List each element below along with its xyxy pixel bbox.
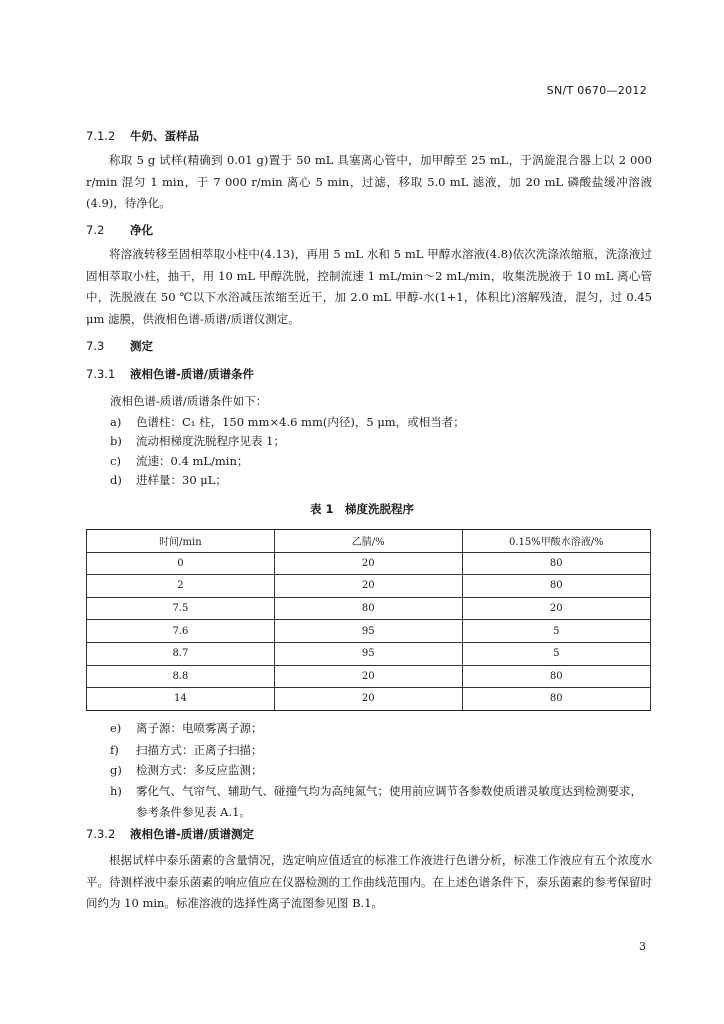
list-text: 雾化气、气帘气、辅助气、碰撞气均为高纯氮气；使用前应调节各参数使质谱灵敏度达到检测要求，参考条件参见表 A.1。 — [136, 784, 642, 819]
table-cell: 7.5 — [87, 597, 275, 620]
table-cell: 5 — [462, 620, 650, 643]
section-heading-7-1-2 — [86, 128, 199, 144]
list-item — [110, 412, 655, 433]
list-text: 流动相梯度洗脱程序见表 1； — [136, 434, 285, 448]
list-text: 进样量：30 μL； — [136, 473, 227, 487]
table-row — [87, 552, 651, 575]
gradient-table — [86, 529, 651, 711]
table-row — [87, 575, 651, 598]
table-cell: 5 — [462, 642, 650, 665]
table-row — [87, 620, 651, 643]
section-number: 7.3.1 — [86, 367, 116, 381]
table-cell: 14 — [87, 688, 275, 711]
list-item — [110, 781, 655, 823]
table-row — [87, 665, 651, 688]
list-item — [110, 718, 655, 739]
section-heading-7-2 — [86, 222, 153, 238]
column-header: 时间/min — [87, 530, 275, 553]
table-cell: 2 — [87, 575, 275, 598]
table-cell: 20 — [274, 665, 462, 688]
section-number: 7.3 — [86, 339, 105, 353]
table-cell: 80 — [462, 552, 650, 575]
column-header: 0.15%甲酸水溶液/% — [462, 530, 650, 553]
section-title: 牛奶、蛋样品 — [130, 129, 199, 143]
table-cell: 20 — [274, 575, 462, 598]
table-caption: 表 1 梯度洗脱程序 — [309, 502, 414, 516]
standard-code: SN/T 0670—2012 — [546, 84, 647, 97]
section-heading-7-3 — [86, 338, 153, 354]
list-item — [110, 740, 655, 761]
table-cell: 8.8 — [87, 665, 275, 688]
list-item — [110, 431, 655, 452]
paragraph-7-1-2: 称取 5 g 试样(精确到 0.01 g)置于 50 mL 具塞离心管中，加甲醇至 25 mL，于涡旋混合器上以 2 000 r/min 混匀 1 min，于 7 000 r/min 离心 5 min，过滤，移取 5.0 mL 滤液，加 20 mL 磷酸盐缓冲溶液(4.9)，待净化。 — [86, 153, 652, 210]
table-cell: 95 — [274, 642, 462, 665]
table-cell: 20 — [274, 688, 462, 711]
list-text: 检测方式：多反应监测； — [136, 763, 263, 777]
list-marker: f) — [110, 743, 119, 757]
table-cell: 80 — [462, 575, 650, 598]
list-marker: c) — [110, 454, 121, 468]
list-item — [110, 470, 655, 491]
table-cell: 7.6 — [87, 620, 275, 643]
list-marker: e) — [110, 721, 122, 735]
list-marker: b) — [110, 434, 122, 448]
table-cell: 20 — [462, 597, 650, 620]
list-item — [110, 760, 655, 781]
list-text: 流速：0.4 mL/min； — [136, 454, 249, 468]
table-header-row — [87, 530, 651, 553]
section-heading-7-3-1 — [86, 366, 254, 382]
table-row — [87, 688, 651, 711]
section-number: 7.2 — [86, 223, 105, 237]
section-heading-7-3-2 — [86, 826, 254, 842]
section-title: 净化 — [130, 223, 153, 237]
conditions-intro: 液相色谱-质谱/质谱条件如下： — [110, 394, 268, 408]
list-marker: a) — [110, 415, 122, 429]
list-text: 离子源：电喷雾离子源； — [136, 721, 263, 735]
paragraph-7-2: 将溶液转移至固相萃取小柱中(4.13)，再用 5 mL 水和 5 mL 甲醇水溶液(4.8)依次洗涤浓缩瓶，洗涤液过固相萃取小柱，抽干，用 10 mL 甲醇洗脱，控制流速 1 mL/min～2 mL/min，收集洗脱液于 10 mL 离心管中，洗脱液在 50 ℃以下水浴减压浓缩至近干，加 2.0 mL 甲醇-水(1+1，体积比)溶解残渣，混匀，过 0.45 μm 滤膜，供液相色谱-质谱/质谱仪测定。 — [86, 247, 652, 326]
list-marker: d) — [110, 473, 122, 487]
table-cell: 0 — [87, 552, 275, 575]
table-cell: 80 — [274, 597, 462, 620]
paragraph-7-3-2: 根据试样中泰乐菌素的含量情况，选定响应值适宜的标准工作液进行色谱分析，标准工作液应有五个浓度水平。待测样液中泰乐菌素的响应值应在仪器检测的工作曲线范围内。在上述色谱条件下，泰乐菌素的参考保留时间约为 10 min。标准溶液的选择性离子流图参见图 B.1。 — [86, 853, 652, 910]
section-title: 测定 — [130, 339, 153, 353]
table-cell: 20 — [274, 552, 462, 575]
table-row — [87, 597, 651, 620]
table-cell: 95 — [274, 620, 462, 643]
list-item — [110, 451, 655, 472]
list-text: 扫描方式：正离子扫描； — [136, 743, 263, 757]
column-header: 乙腈/% — [274, 530, 462, 553]
table-row — [87, 642, 651, 665]
table-cell: 80 — [462, 665, 650, 688]
section-title: 液相色谱-质谱/质谱条件 — [130, 367, 254, 381]
section-number: 7.1.2 — [86, 129, 116, 143]
table-cell: 80 — [462, 688, 650, 711]
section-title: 液相色谱-质谱/质谱测定 — [130, 827, 254, 841]
list-marker: h) — [110, 784, 122, 798]
table-cell: 8.7 — [87, 642, 275, 665]
page-number: 3 — [639, 940, 646, 953]
list-marker: g) — [110, 763, 122, 777]
section-number: 7.3.2 — [86, 827, 116, 841]
list-text: 色谱柱：C₁ 柱，150 mm×4.6 mm(内径)，5 μm，或相当者； — [136, 415, 465, 429]
